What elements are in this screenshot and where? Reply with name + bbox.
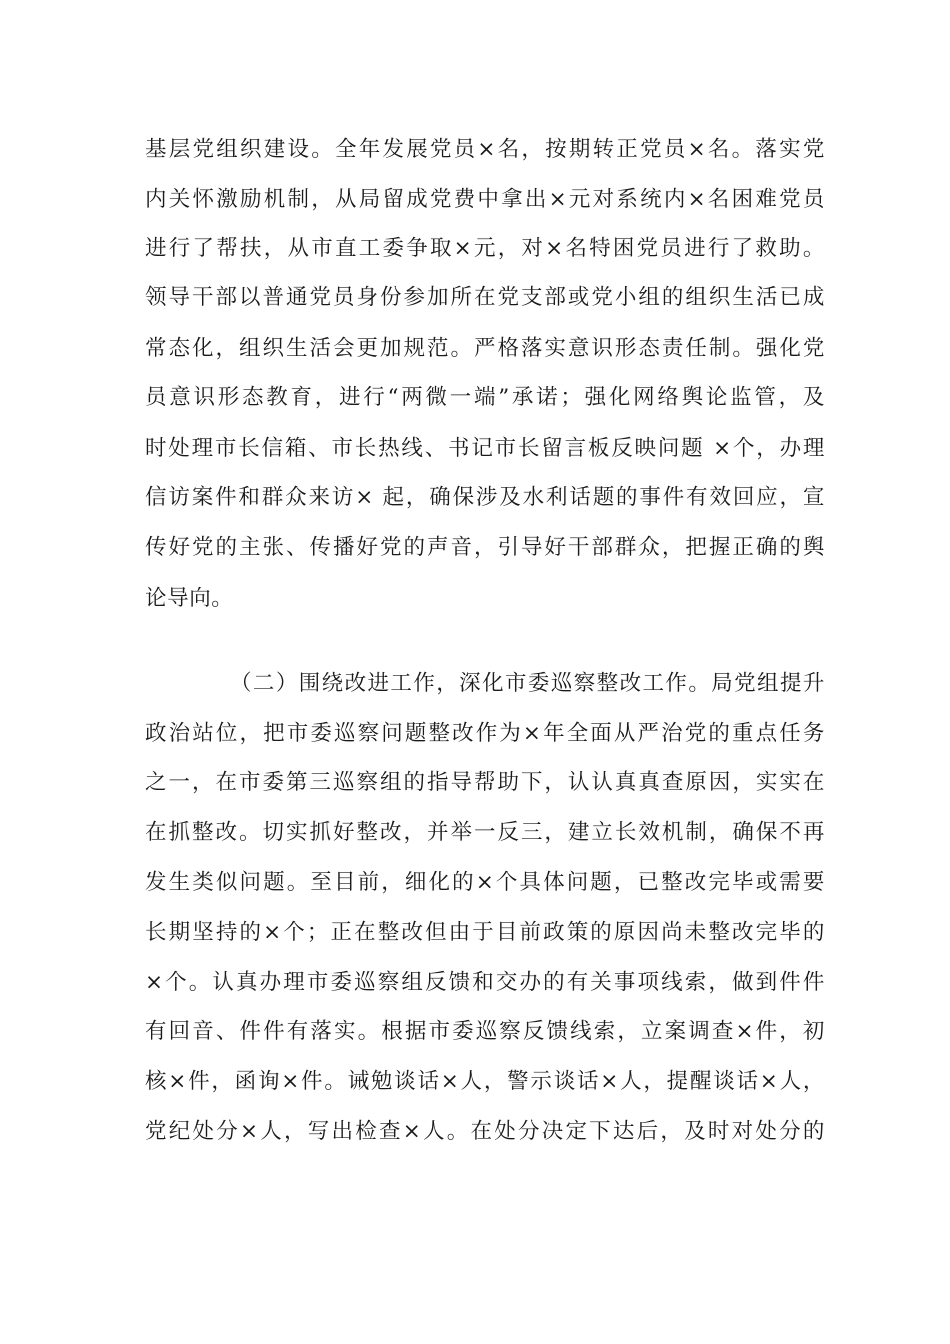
text-line: 核×件，函询×件。诫勉谈话×人，警示谈话×人，提醒谈话×人， (145, 1069, 825, 1094)
text-line: 党纪处分×人，写出检查×人。在处分决定下达后，及时对处分的 (145, 1119, 825, 1144)
text-line: 时处理市长信箱、市长热线、书记市长留言板反映问题 ×个，办理 (145, 436, 825, 461)
text-line: ×个。认真办理市委巡察组反馈和交办的有关事项线索，做到件件 (145, 970, 825, 995)
text-line: 领导干部以普通党员身份参加所在党支部或党小组的组织生活已成 (145, 285, 825, 310)
text-line: 之一，在市委第三巡察组的指导帮助下，认认真真查原因，实实在 (145, 770, 825, 795)
text-line: 信访案件和群众来访× 起，确保涉及水利话题的事件有效回应，宣 (145, 485, 825, 510)
text-line: 传好党的主张、传播好党的声音，引导好干部群众，把握正确的舆 (145, 535, 825, 560)
text-line: 论导向。 (145, 586, 234, 611)
text-line: 在抓整改。切实抓好整改，并举一反三，建立长效机制，确保不再 (145, 820, 825, 845)
text-line: 基层党组织建设。全年发展党员×名，按期转正党员×名。落实党 (145, 137, 825, 162)
text-line: 政治站位，把市委巡察问题整改作为×年全面从严治党的重点任务 (145, 721, 825, 746)
text-line: 有回音、件件有落实。根据市委巡察反馈线索，立案调查×件，初 (145, 1019, 825, 1044)
text-line: 常态化，组织生活会更加规范。严格落实意识形态责任制。强化党 (145, 336, 825, 361)
text-line: 进行了帮扶，从市直工委争取×元，对×名特困党员进行了救助。 (145, 236, 825, 261)
text-line: 员意识形态教育，进行“两微一端”承诺；强化网络舆论监管，及 (145, 385, 825, 410)
text-line: 长期坚持的×个；正在整改但由于目前政策的原因尚未整改完毕的 (145, 920, 825, 945)
section-heading-line: （二）围绕改进工作，深化市委巡察整改工作。局党组提升 (230, 671, 825, 696)
text-line: 发生类似问题。至目前，细化的×个具体问题，已整改完毕或需要 (145, 870, 825, 895)
text-line: 内关怀激励机制，从局留成党费中拿出×元对系统内×名困难党员 (145, 187, 825, 212)
